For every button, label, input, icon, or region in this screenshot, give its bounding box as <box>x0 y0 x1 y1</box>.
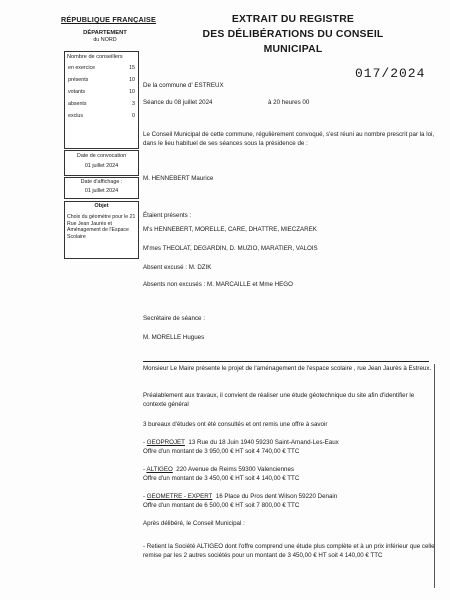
councillors-box <box>64 51 139 149</box>
department-value: du NORD <box>93 37 117 43</box>
department-label: DÉPARTEMENT <box>83 30 127 36</box>
offer-amount: Offre d'un montant de 3 450,00 € HT soit 4 140,00 € TTC <box>143 475 300 482</box>
councillors-row-label: votants <box>68 89 86 95</box>
offer-name: ALTIGEO <box>146 466 173 473</box>
republic-heading: RÉPUBLIQUE FRANÇAISE <box>61 15 157 24</box>
objet-text: Choix du géomètre pour le 21 Rue Jean Jaurès et Aménagement de l'Espace Scolaire <box>67 214 136 240</box>
intro-paragraph: Le Conseil Municipal de cette commune, régulièrement convoqué, s'est réuni au nombre prescrit par la loi, dans le lieu habituel de ses séances sous la présidence de : <box>143 131 435 147</box>
decision-paragraph: - Retient la Société ALTIGEO dont l'offre comprend une étude plus complète et à un prix inférieur que celle remise par les 2 autres sociétés pour un montant de 3 450,00 € HT soit 4 140,00 € TTC <box>143 543 435 559</box>
offer-name: GEOMETRE - EXPERT <box>146 493 213 500</box>
secretaire-name: M. MORELLE Hugues <box>143 334 205 341</box>
divider-line <box>143 361 429 362</box>
presents-label: Étaient présents : <box>143 212 192 219</box>
councillors-row-label: en exercice <box>68 65 96 71</box>
offer-address: 16 Place du Pros dent Wilson 59220 Denain <box>215 493 338 500</box>
title-line-2: DES DÉLIBÉRATIONS DU CONSEIL <box>202 29 384 40</box>
councillors-row-value: 0 <box>132 113 135 119</box>
objet-label: Objet <box>94 203 109 209</box>
convocation-box <box>64 150 139 176</box>
secretaire-label: Secrétaire de séance : <box>143 315 205 322</box>
offer-amount: Offre d'un montant de 3 950,00 € HT soit 4 740,00 € TTC <box>143 448 300 455</box>
offer-amount: Offre d'un montant de 6 500,00 € HT soit 7 800,00 € TTC <box>143 502 300 509</box>
objet-box <box>64 201 139 259</box>
offer-address: 220 Avenue de Reims 59300 Valenciennes <box>176 466 295 473</box>
deliberation-number: 017/2024 <box>355 66 426 81</box>
councillors-row-value: 15 <box>129 65 135 71</box>
councillors-row-label: exclus <box>68 113 84 119</box>
president-name: M. HENNEBERT Maurice <box>143 175 214 182</box>
offer-item: - GEOMETRE - EXPERT 16 Place du Pros dent Wilson 59220 Denain <box>143 493 338 500</box>
offer-item: - ALTIGEO 220 Avenue de Reims 59300 Valenciennes <box>143 466 295 473</box>
absents-non-excuses: Absents non excusés : M. MARCAILLE et Mme HEGO <box>143 281 293 288</box>
apres-line: Après délibéré, le Conseil Municipal : <box>143 520 245 527</box>
councillors-heading: Nombre de conseillers <box>67 54 123 60</box>
title-line-3: MUNICIPAL <box>263 44 323 55</box>
affichage-box <box>64 177 139 199</box>
councillors-row-label: absents <box>68 101 87 107</box>
affichage-label: Date d'affichage : <box>80 179 123 185</box>
offer-item: - GEOPROJET 13 Rue du 18 Juin 1940 59230 Saint-Amand-Les-Eaux <box>143 439 339 446</box>
affichage-date: 01 juillet 2024 <box>84 188 119 194</box>
presents-line-2: M'mes THEOLAT, DEGARDIN, D. MUZIO, MARATIER, VALOIS <box>143 245 318 252</box>
convocation-label: Date de convocation <box>76 153 127 159</box>
convocation-date: 01 juillet 2024 <box>84 163 119 169</box>
councillors-row-value: 10 <box>129 77 135 83</box>
prealable-paragraph: Préalablement aux travaux, il convient de réaliser une étude géotechnique du site afin d'identifier le contexte général <box>143 392 415 408</box>
title-line-1: EXTRAIT DU REGISTRE <box>231 14 355 25</box>
expose-paragraph: Monsieur Le Maire présente le projet de l'aménagement de l'espace scolaire , rue Jean Jaurès à Estreux. <box>143 365 432 372</box>
absent-excuse: Absent excusé : M. DZIK <box>143 264 212 271</box>
presents-line-1: M's HENNEBERT, MORELLE, CARE, DHATTRE, MIECZAREK <box>143 226 317 233</box>
offer-name: GEOPROJET <box>146 439 185 446</box>
councillors-row-value: 3 <box>132 101 135 107</box>
councillors-row-value: 10 <box>129 89 135 95</box>
councillors-row-label: présents <box>68 77 89 83</box>
bureaux-line: 3 bureaux d'études ont été consultés et ont remis une offre à savoir <box>143 421 328 428</box>
commune-line: De la commune d' ESTREUX <box>143 82 224 89</box>
seance-date: Séance du 08 juillet 2024 <box>143 99 213 106</box>
seance-heure: à 20 heures 00 <box>268 99 310 106</box>
offer-address: 13 Rue du 18 Juin 1940 59230 Saint-Amand-Les-Eaux <box>188 439 339 446</box>
